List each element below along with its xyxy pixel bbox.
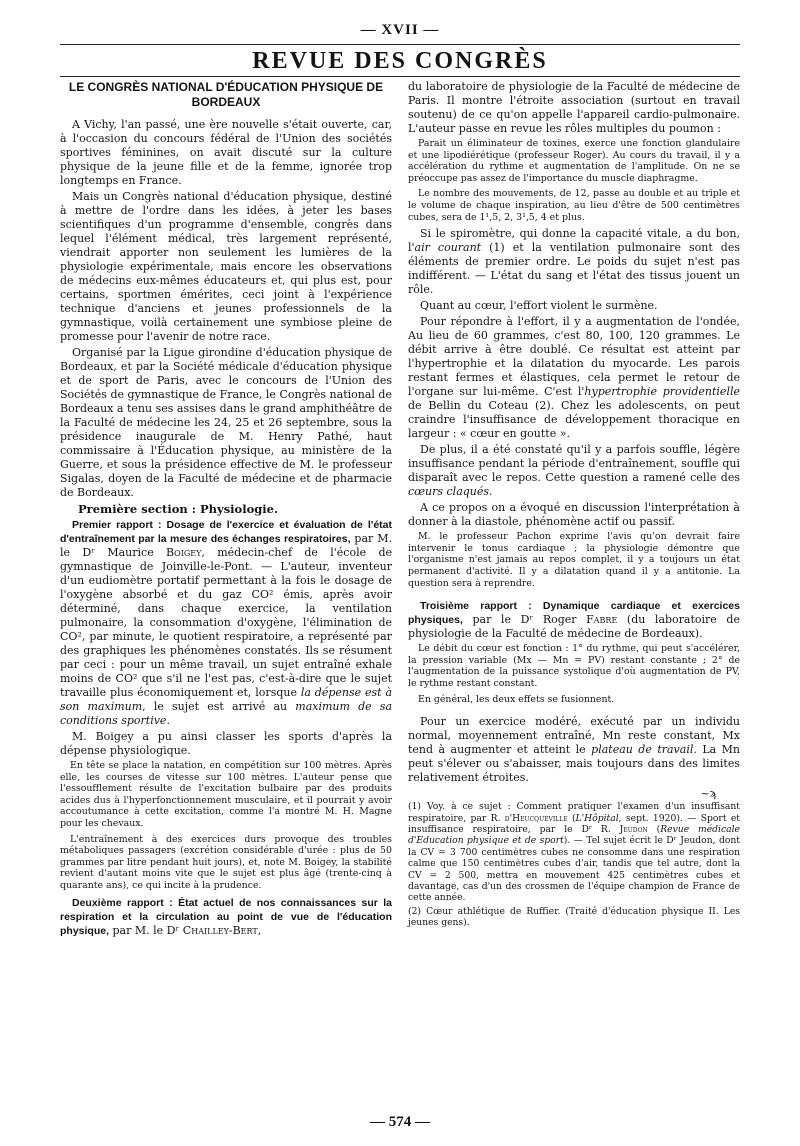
author-name: d'Heucqueville [504, 812, 568, 824]
paragraph: De plus, il a été constaté qu'il y a parfois souffle, légère insuffisance pendant la période d'entraînement, souffle qui disparaît avec le repos. Cette question a ramené celle des cœurs claqués. [408, 443, 740, 499]
footnote: (1) Voy. à ce sujet : Comment pratiquer l'examen d'un insuffisant respiratoire, par R. d'Heucqueville (L'Hôpital, sept. 1920). — Sport et insuffisance respiratoire, par le Dʳ R. Jeudon (Revue médicale d'Education physique et de sport). — Tel sujet écrit le Dʳ Jeudon, dont la CV = 3 700 centimètres cubes ne consomme dans une respiration calme que 150 centimètres cubes d'air, tandis que tel autre, dont la CV = 2 500, mettra en mouvement 425 centimètres cubes et davantage, cas d'un des crossmen de l'équipe champion de France de cette année. [408, 801, 740, 904]
page-number: — 574 — [370, 1114, 430, 1130]
header-rule-bottom [60, 76, 740, 77]
left-column [60, 80, 392, 940]
report-paragraph: Deuxième rapport : État actuel de nos connaissances sur la respiration et la circulation au point de vue de l'éducation physique, par M. le Dʳ Chailley-Bert, [60, 896, 392, 937]
small-paragraph: En général, les deux effets se fusionnent. [418, 693, 615, 705]
paragraph: Mais un Congrès national d'éducation physique, destiné à mettre de l'ordre dans les idées, à jeter les bases scientifiques d'un programme d'ensemble, congrès dans lequel l'élément médical, très largement représenté, viendrait apporter non seulement les lumières de la physiologie expérimentale, mais encore les observations de médecins eux-mêmes éducateurs et, qui plus est, pour certains, sportmen émérites, ceci joint à l'expérience technique d'anciens et jeunes professionnels de la gymnastique, voilà certainement une symbiose pleine de promesse pour l'avenir de notre race. [60, 190, 392, 343]
paragraph: du laboratoire de physiologie de la Faculté de médecine de Paris. Il montre l'étroite association (surtout en travail soutenu) de ce qu'on appelle l'appareil cardio-pulmonaire. L'auteur passe en revue les rôles multiples du poumon : [408, 80, 740, 135]
article-heading: LE CONGRÈS NATIONAL D'ÉDUCATION PHYSIQUE DE BORDEAUX [68, 80, 384, 109]
small-paragraph: Le nombre des mouvements, de 12, passe au double et au triple et le volume de chaque inspiration, au lieu d'être de 500 centimètres cubes, sera de 1¹,5, 2, 3¹,5, 4 et plus. [408, 188, 740, 223]
report-title: Troisième rapport : Dynamique cardiaque et exercices physiques, [408, 600, 740, 627]
paragraph: M. Boigey a pu ainsi classer les sports d'après la dépense physiologique. [60, 730, 392, 757]
section-banner-title: REVUE DES CONGRÈS [252, 48, 548, 74]
roman-page-number: — XVII — [360, 22, 440, 38]
section-heading: Première section : Physiologie. [78, 502, 278, 516]
paragraph: Organisé par la Ligue girondine d'éducation physique de Bordeaux, et par la Société médicale d'éducation physique et de sport de Paris, avec le concours de l'Union des Sociétés de gymnastique de France, le Congrès national de Bordeaux a tenu ses assises dans le grand amphithéâtre de la Faculté de médecine les 24, 25 et 26 septembre, sous la présidence inaugurale de M. Henry Pathé, haut commissaire à l'Éducation physique, au ministère de la Guerre, et sous la présidence effective de M. le professeur Sigalas, doyen de la Faculté de médecine et de pharmacie de Bordeaux. [60, 346, 392, 499]
small-paragraph: Le débit du cœur est fonction : 1° du rythme, qui peut s'accélérer, la pression variable (Mx — Mn = PV) restant constante ; 2° de l'augmentation de la puissance systolique d'où augmentation de PV, le rythme restant constant. [408, 643, 740, 689]
report-paragraph: Premier rapport : Dosage de l'exercice et évaluation de l'état d'entraînement par la mesure des échanges respiratoires, par M. le Dʳ Maurice Boigey, médecin-chef de l'école de gymnastique de Joinville-le-Pont. — L'auteur, inventeur d'un eudiomètre portatif permettant à la fois le dosage de l'oxygène absorbé et du gaz CO² émis, après avoir déterminé, dans chaque exercice, la ventilation pulmonaire, la consommation d'oxygène, l'élimination de CO², par minute, le quotient respiratoire, a représenté par des graphiques les phénomènes constatés. Ils se résument par ceci : pour un même travail, un sujet entraîné exhale moins de CO² que s'il ne l'est pas, c'est-à-dire que le sujet travaille plus économiquement et, lorsque la dépense est à son maximum, le sujet est arrivé au maximum de sa conditions sportive. [60, 519, 392, 727]
small-paragraph: Parait un éliminateur de toxines, exerce une fonction glandulaire et une lipodiérétique (professeur Roger). Au cours du travail, il y a accélération du rythme et augmentation de l'amplitude. On ne se préoccupe pas assez de l'importance du muscle diaphragme. [408, 138, 740, 184]
author-name: Boigey [166, 546, 202, 559]
paragraph: A ce propos on a évoqué en discussion l'interprétation à donner à la diastole, phénomène actif ou passif. [408, 501, 740, 529]
small-paragraph: L'entraînement à des exercices durs provoque des troubles métaboliques passagers (excrétion considérable d'urée : plus de 50 grammes par litre pendant huit jours), et, note M. Boigey, la stabilité revient d'autant moins vite que le sujet est plus âgé (trente-cinq à quarante ans), ce qui incite à la prudence. [60, 833, 392, 891]
paragraph: Pour répondre à l'effort, il y a augmentation de l'ondée, Au lieu de 60 grammes, c'est 80, 100, 120 grammes. Le débit arrive à être doublé. Ce résultat est atteint par l'hypertrophie et la dilatation du myocarde. Les parois restant fermes et élastiques, cela permet le retour de l'organe sur lui-même. C'est l'hypertrophie providentielle de Bellin du Coteau (2). Chez les adolescents, on peut craindre l'insuffisance de développement thoracique en largeur : « cœur en goutte ». [408, 315, 740, 441]
paragraph: A Vichy, l'an passé, une ère nouvelle s'était ouverte, car, à l'occasion du concours fédéral de l'Union des sociétés sportives féminines, on avait discuté sur la culture physique de la jeune fille et de la femme, ignorée trop longtemps en France. [60, 118, 392, 187]
report-title: Deuxième rapport : État actuel de nos connaissances sur la respiration et la circulation au point de vue de l'éducation physique, [60, 896, 392, 937]
author-name: Chailley-Bert [182, 923, 258, 937]
footnote: (2) Cœur athlétique de Ruffier. (Traité d'éducation physique II. Les jeunes gens). [408, 905, 740, 929]
small-paragraph: M. le professeur Pachon exprime l'avis qu'on devrait faire intervenir le tonus cardiaque ; la physiologie démontre que l'organisme n'est jamais au repos complet, il y a toujours un état permanent d'activité. Il y a dilatation quand il y a antitonie. La question sera à reprendre. [408, 531, 740, 589]
paragraph: Pour un exercice modéré, exécuté par un individu normal, moyennement entraîné, Mn reste constant, Mx tend à augmenter et atteint le plateau de travail. La Mn peut s'élever ou s'abaisser, mais toujours dans des limites relativement étroites. [408, 715, 741, 785]
paragraph: Si le spiromètre, qui donne la capacité vitale, a du bon, l'air courant (1) et la ventilation pulmonaire sont des éléments de premier ordre. Le poids du sujet n'est pas indifférent. — L'état du sang et l'état des tissus jouent un rôle. [408, 227, 740, 297]
header-rule-top [60, 44, 740, 45]
ornament-flourish: ~ϡ [700, 787, 716, 801]
report-title: Premier rapport : Dosage de l'exercice et évaluation de l'état d'entraînement par la mesure des échanges respiratoires, [60, 519, 392, 545]
small-paragraph: En tête se place la natation, en compétition sur 100 mètres. Après elle, les courses de vitesse sur 100 mètres. L'auteur pense que l'essoufflement résulte de l'excitation bulbaire par des produits acides dus à l'hyperfonctionnement musculaire, et il pourrait y avoir accoutumance à cette excitation, comme l'a montré M. H. Magne pour les chevaux. [60, 760, 392, 829]
right-column [408, 80, 740, 931]
author-name: Fabre [586, 613, 618, 627]
report-paragraph: Troisième rapport : Dynamique cardiaque et exercices physiques, par le Dʳ Roger Fabre (du laboratoire de physiologie de la Faculté de médecine de Bordeaux). [408, 600, 740, 641]
author-name: Jeudon [619, 823, 648, 835]
paragraph: Quant au cœur, l'effort violent le surmène. [420, 299, 658, 313]
